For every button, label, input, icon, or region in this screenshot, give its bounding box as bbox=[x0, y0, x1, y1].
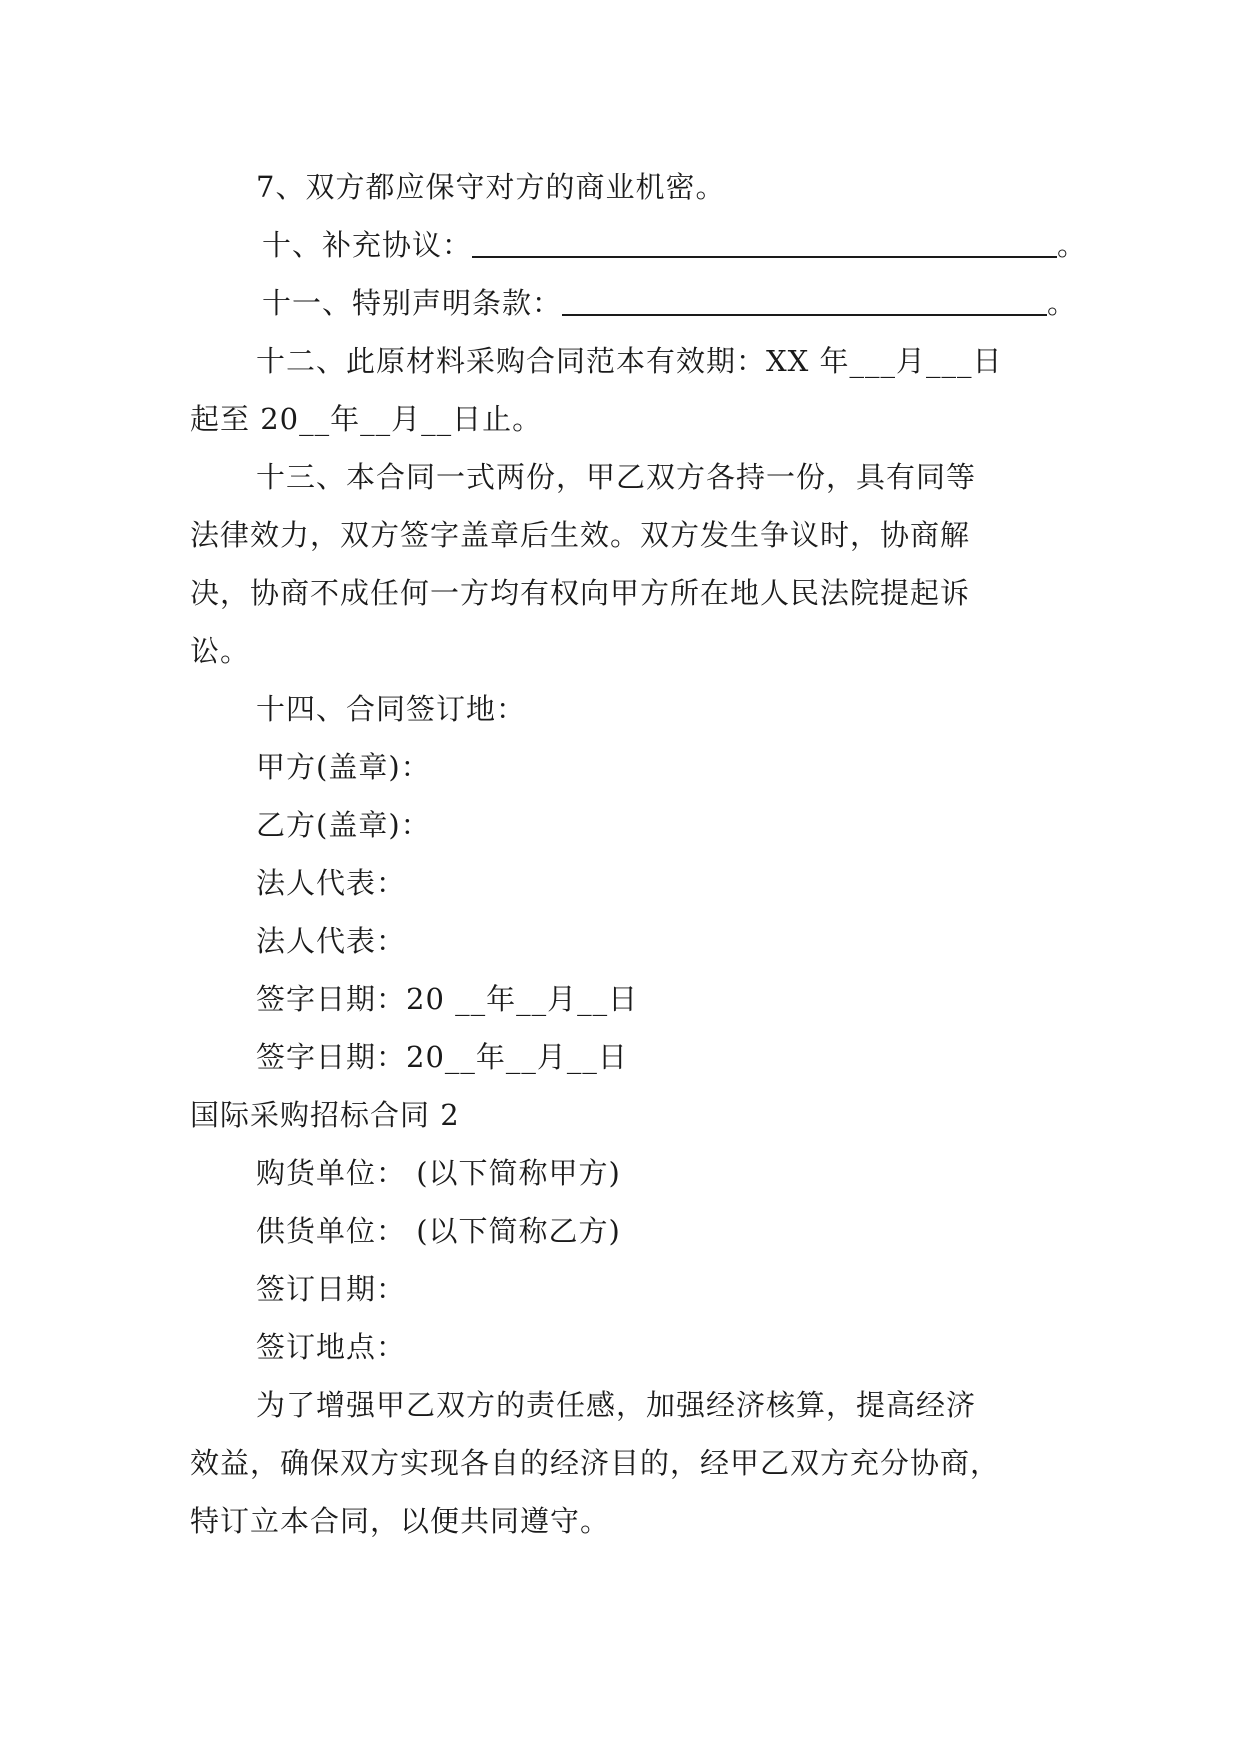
legal-rep-b: 法人代表： bbox=[256, 924, 407, 958]
clause-13-cont-3: 讼。 bbox=[190, 634, 251, 668]
blank-line bbox=[472, 256, 1057, 258]
buyer-unit: 购货单位： (以下简称甲方) bbox=[256, 1156, 621, 1190]
clause-12-validity-cont: 起至 20__年__月__日止。 bbox=[190, 402, 543, 436]
clause-13-cont-2: 决，协商不成任何一方均有权向甲方所在地人民法院提起诉 bbox=[190, 576, 971, 610]
preamble-3: 特订立本合同，以便共同遵守。 bbox=[190, 1504, 611, 1538]
clause-10-label: 十、补充协议： bbox=[262, 228, 473, 262]
party-b-seal: 乙方(盖章)： bbox=[256, 808, 431, 842]
legal-rep-a: 法人代表： bbox=[256, 866, 407, 900]
document-body bbox=[190, 158, 1088, 1550]
clause-14-place: 十四、合同签订地： bbox=[256, 692, 527, 726]
clause-11-statement bbox=[190, 274, 1078, 332]
preamble-2: 效益，确保双方实现各自的经济目的，经甲乙双方充分协商， bbox=[190, 1446, 1001, 1480]
preamble-1: 为了增强甲乙双方的责任感，加强经济核算，提高经济 bbox=[256, 1388, 977, 1422]
clause-10-end: 。 bbox=[1057, 228, 1088, 262]
supplier-unit: 供货单位： (以下简称乙方) bbox=[256, 1214, 621, 1248]
blank-line bbox=[562, 314, 1047, 316]
section-title: 国际采购招标合同 2 bbox=[190, 1098, 460, 1132]
sign-place-field: 签订地点： bbox=[256, 1330, 407, 1364]
clause-11-end: 。 bbox=[1047, 286, 1078, 320]
clause-10-supplement bbox=[190, 216, 1088, 274]
sign-date-field: 签订日期： bbox=[256, 1272, 407, 1306]
party-a-seal: 甲方(盖章)： bbox=[256, 750, 431, 784]
clause-9-item-7: 7、双方都应保守对方的商业机密。 bbox=[256, 170, 726, 204]
sign-date-a: 签字日期：20 __年__月__日 bbox=[256, 982, 639, 1016]
clause-13-copies: 十三、本合同一式两份，甲乙双方各持一份，具有同等 bbox=[256, 460, 977, 494]
clause-11-label: 十一、特别声明条款： bbox=[262, 286, 563, 320]
sign-date-b: 签字日期：20__年__月__日 bbox=[256, 1040, 628, 1074]
clause-12-validity: 十二、此原材料采购合同范本有效期：XX 年___月___日 bbox=[256, 344, 1003, 378]
clause-13-cont-1: 法律效力，双方签字盖章后生效。双方发生争议时，协商解 bbox=[190, 518, 971, 552]
